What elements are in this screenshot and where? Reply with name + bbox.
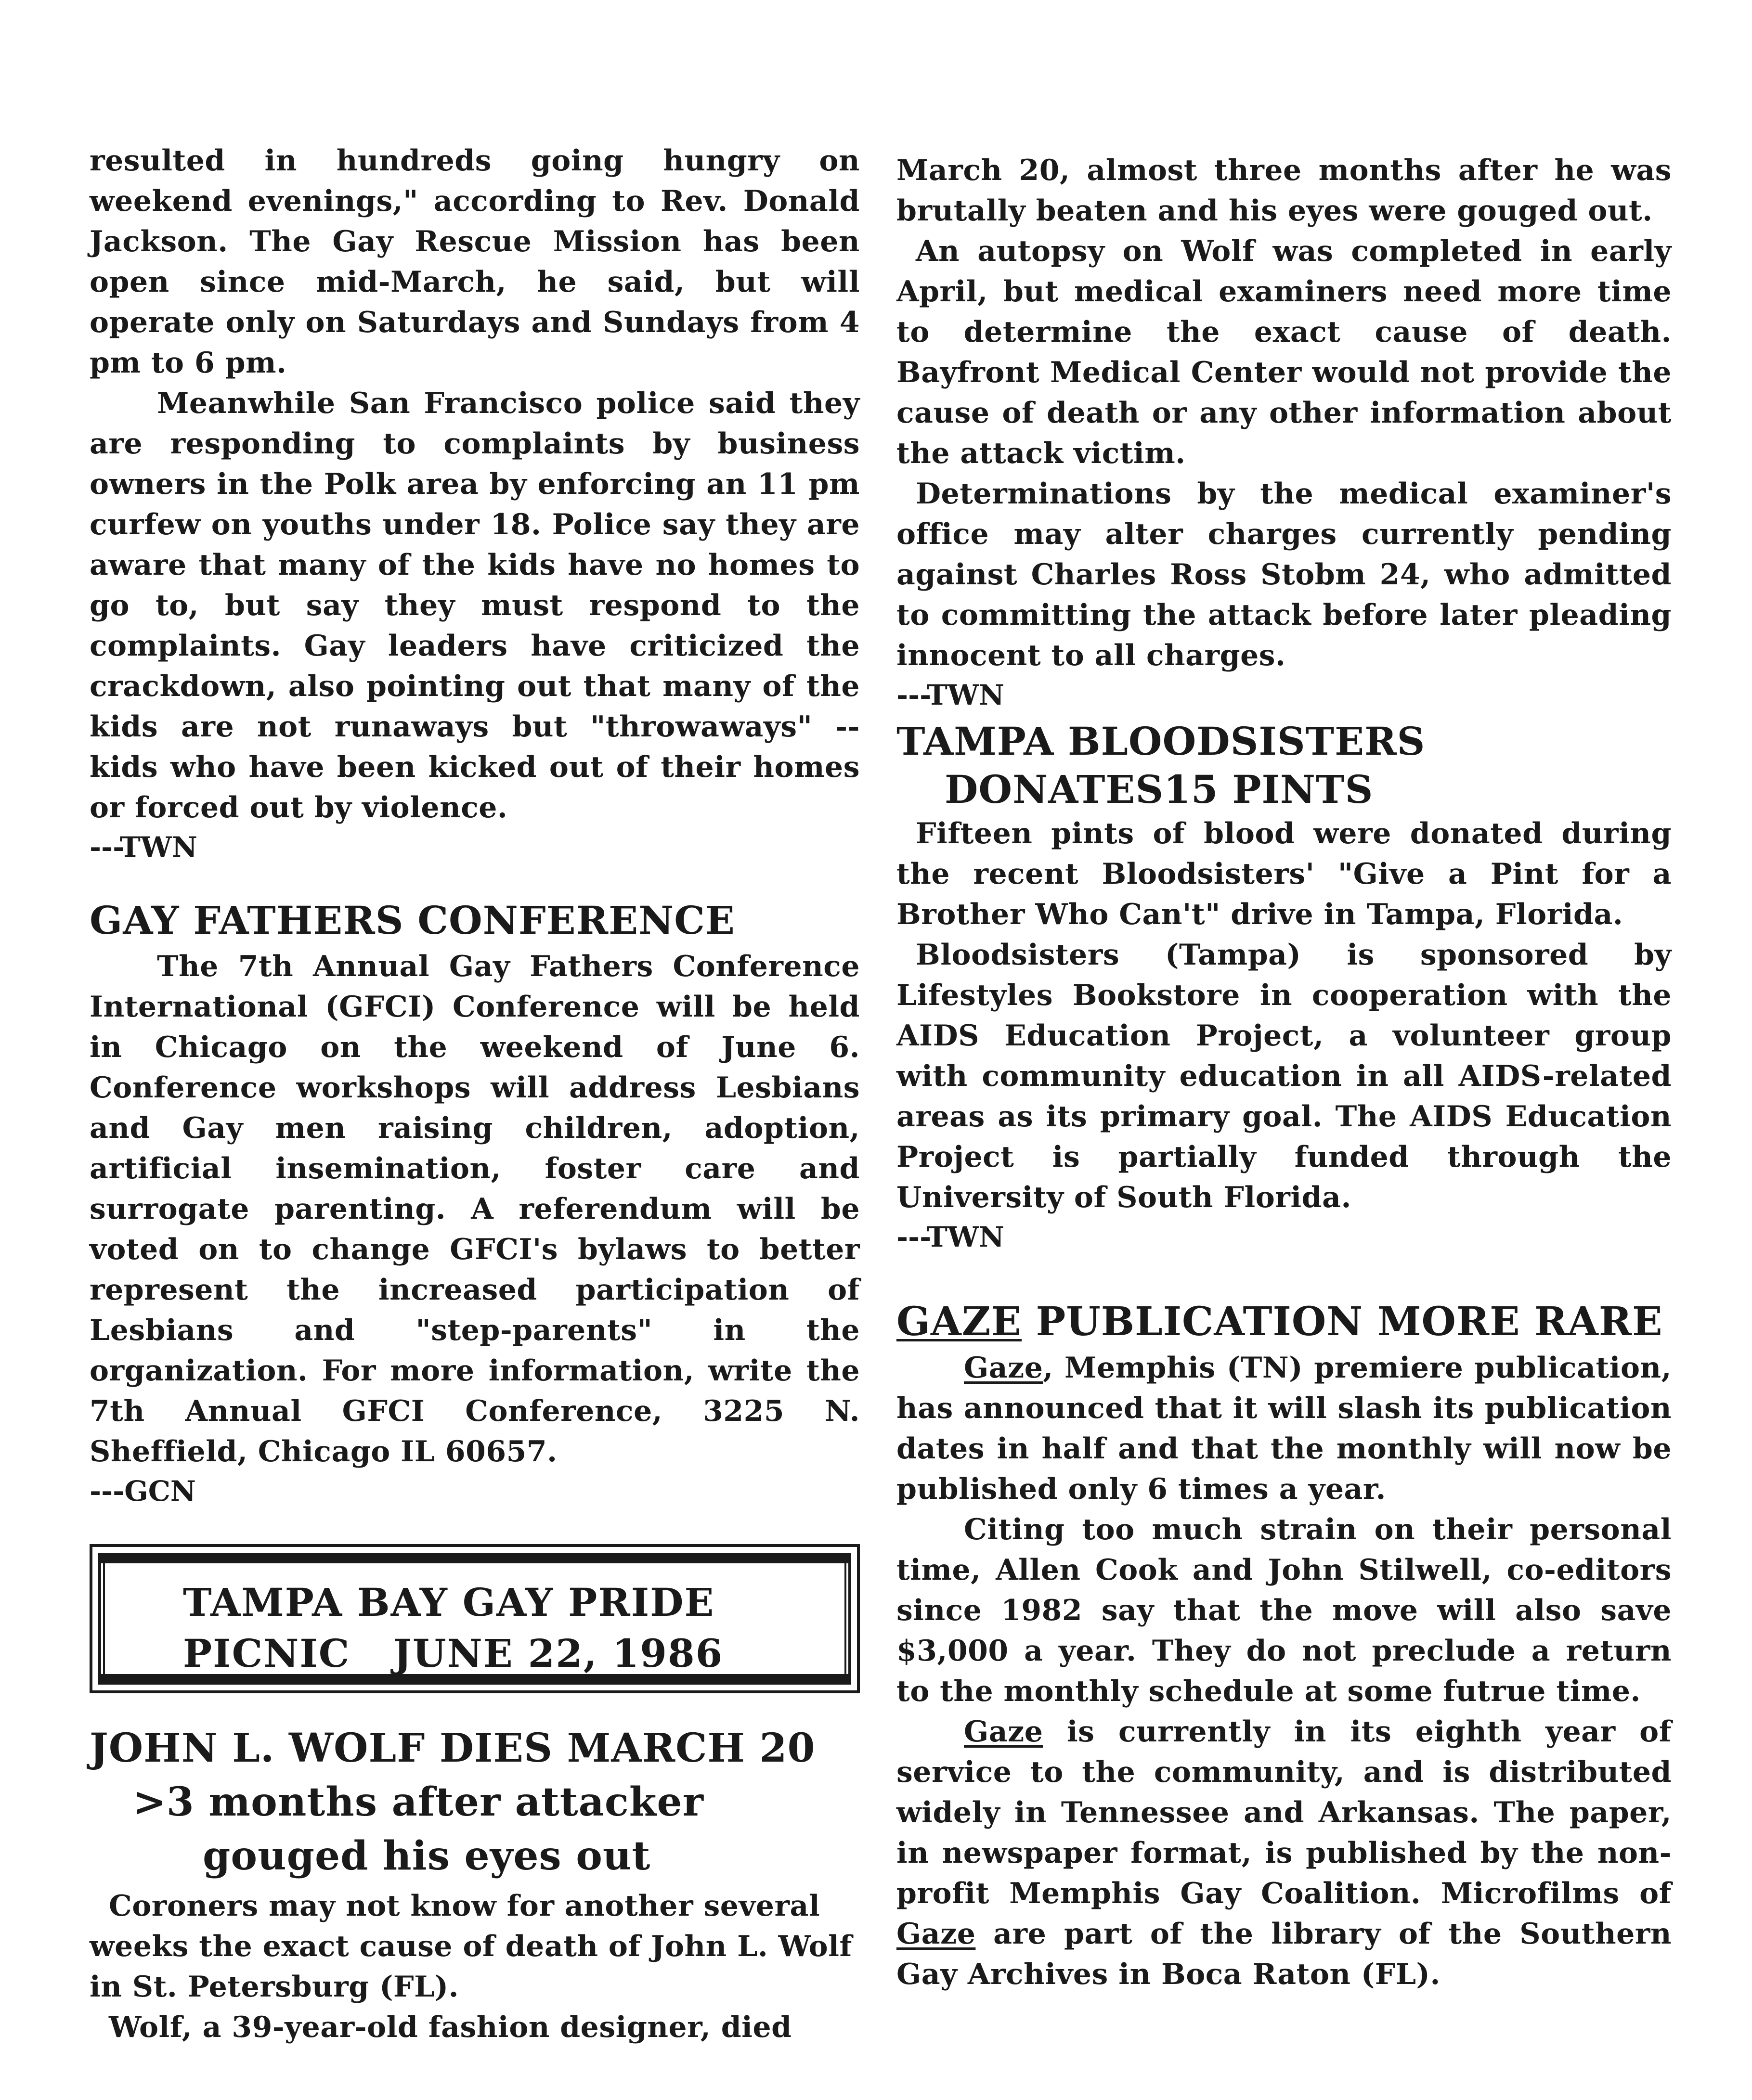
headline: TAMPA BLOODSISTERS <box>896 719 1426 764</box>
publication-name-underlined: Gaze <box>964 1715 1043 1749</box>
headline-line-2: DONATES15 PINTS <box>945 767 1374 812</box>
article-paragraph: Citing too much strain on their personal time, Allen Cook and John Stilwell, co-editors since 1982 say that the move will also save $3,000 a year. They do not preclude a return to the monthly schedule at some futrue time. <box>896 1513 1672 1708</box>
publication-name-underlined: Gaze <box>896 1917 976 1951</box>
headline <box>896 1298 1672 1346</box>
headline: GAY FATHERS CONFERENCE <box>90 898 735 943</box>
article-rescue-mission <box>90 141 860 866</box>
source-credit: ---TWN <box>90 831 197 863</box>
article-paragraph: Fifteen pints of blood were donated during the recent Bloodsisters' "Give a Pint for a Brother Who Can't" drive in Tampa, Florida. <box>896 817 1672 931</box>
article-tampa-bloodsisters <box>896 717 1672 1256</box>
publication-name-underlined: Gaze <box>964 1351 1043 1385</box>
article-paragraph: Bloodsisters (Tampa) is sponsored by Lifestyles Bookstore in cooperation with the AIDS Education Project, a volunteer group with community education in all AIDS-related areas as its primary goal. The AIDS Education Project is partially funded through the University of South Florida. <box>896 938 1672 1214</box>
paragraph-text: are part of the library of the Southern Gay Archives in Boca Raton (FL). <box>896 1917 1672 1991</box>
pride-box-line-2: PICNIC JUNE 22, 1986 <box>183 1631 724 1676</box>
source-credit: ---GCN <box>90 1475 196 1507</box>
right-column <box>896 150 1672 1995</box>
pride-box-inner-frame <box>98 1553 851 1685</box>
article-paragraph: Wolf, a 39-year-old fashion designer, died <box>109 2010 792 2044</box>
source-credit: ---TWN <box>896 679 1004 711</box>
article-gaze-publication <box>896 1298 1672 1995</box>
article-paragraph: Meanwhile San Francisco police said they are responding to complaints by business owners in the Polk area by enforcing an 11 pm curfew on youths under 18. Police say they are aware that many of the kids have no homes to go to, but say they must respond to the complaints. Gay leaders have criticized the crackdown, also pointing out that many of the kids are not runaways but "throwaways" -- kids who have been kicked out of their homes or forced out by violence. <box>90 387 860 825</box>
article-paragraph <box>896 1712 1672 1995</box>
article-john-wolf-continued <box>896 150 1672 714</box>
article-john-wolf <box>90 1721 860 2048</box>
article-paragraph: resulted in hundreds going hungry on weekend evenings," according to Rev. Donald Jackson. The Gay Rescue Mission has been open since mid-March, he said, but will operate only on Saturdays and Sundays from 4 pm to 6 pm. <box>90 144 860 380</box>
paragraph-text: , Memphis (TN) premiere publication, has announced that it will slash its publication dates in half and that the monthly will now be published only 6 times a year. <box>896 1351 1672 1506</box>
article-paragraph <box>896 1348 1672 1509</box>
headline-gaze-underlined: GAZE <box>896 1299 1022 1345</box>
subheadline: >3 months after attacker <box>133 1779 704 1825</box>
article-paragraph: Determinations by the medical examiner's office may alter charges currently pending against Charles Ross Stobm 24, who admitted to committing the attack before later pleading innocent to all charges. <box>896 477 1672 672</box>
left-column <box>90 141 860 2048</box>
pride-picnic-announcement-box <box>90 1544 860 1693</box>
pride-box-line-1: TAMPA BAY GAY PRIDE <box>183 1580 715 1625</box>
article-paragraph: An autopsy on Wolf was completed in early April, but medical examiners need more time to determine the exact cause of death. Bayfront Medical Center would not provide the cause of death or any other information about the attack victim. <box>896 234 1672 470</box>
headline-rest: PUBLICATION MORE RARE <box>1022 1299 1663 1345</box>
subheadline: gouged his eyes out <box>203 1833 651 1879</box>
article-gay-fathers-conference <box>90 896 860 1510</box>
article-paragraph: Coroners may not know for another several weeks the exact cause of death of John L. Wolf in St. Petersburg (FL). <box>90 1889 852 2004</box>
article-paragraph: The 7th Annual Gay Fathers Conference International (GFCI) Conference will be held in Chicago on the weekend of June 6. Conference workshops will address Lesbians and Gay men raising children, adoption, artificial insemination, foster care and surrogate parenting. A referendum will be voted on to change GFCI's bylaws to better represent the increased participation of Lesbians and "step-parents" in the organization. For more information, write the 7th Annual GFCI Conference, 3225 N. Sheffield, Chicago IL 60657. <box>90 950 860 1469</box>
paragraph-text: is currently in its eighth year of service to the community, and is distributed widely in Tennessee and Arkansas. The paper, in newspaper format, is published by the non-profit Memphis Gay Coalition. Microfilms of <box>896 1715 1672 1910</box>
headline: JOHN L. WOLF DIES MARCH 20 <box>90 1725 816 1771</box>
source-credit: ---TWN <box>896 1221 1004 1253</box>
article-paragraph: March 20, almost three months after he was brutally beaten and his eyes were gouged out. <box>896 154 1672 228</box>
article-body <box>90 1886 860 2048</box>
